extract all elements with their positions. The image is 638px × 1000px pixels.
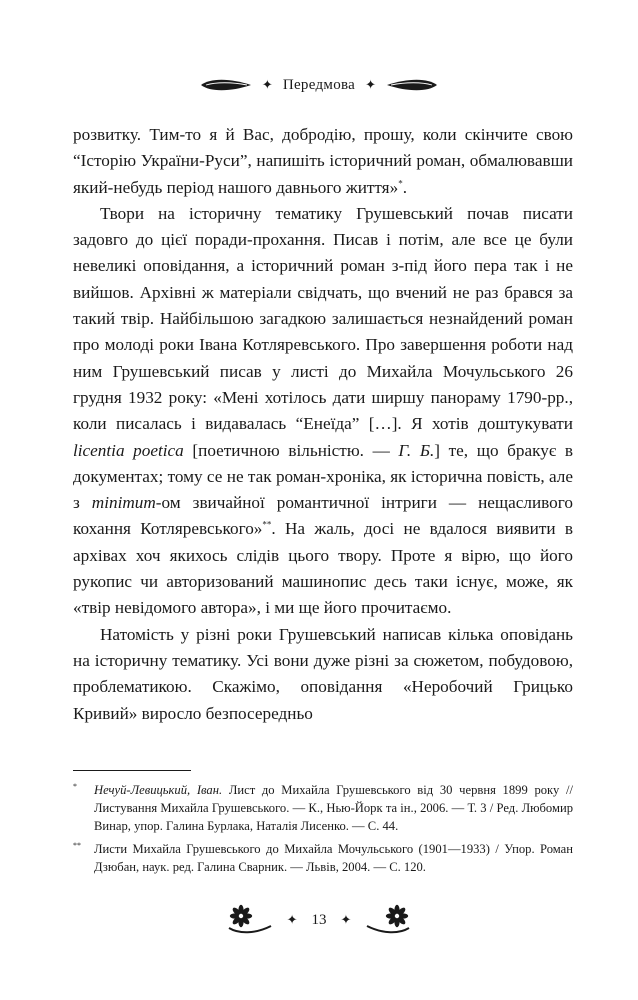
flourish-left-icon <box>200 77 252 93</box>
page-number: 13 <box>311 911 327 928</box>
footnote-mark: * <box>73 782 77 791</box>
running-header <box>0 70 638 100</box>
footnote-ref: * <box>398 177 403 188</box>
footnote-separator <box>73 770 191 771</box>
paragraph: розвитку. Тим-то я й Вас, добродію, прошу, коли скінчите свою “Історію України-Руси”, напишіть історичний роман, обмалювавши який-небудь період нашого давнього життя»*. <box>73 125 573 197</box>
paragraph: Натомість у різні роки Грушевський написав кілька оповідань на історичну тематику. Усі вони дуже різні за сюжетом, побудовою, проблематикою. Скажімо, оповідання «Неробочий Грицько Кривий» виросло безпосередньо <box>73 624 573 723</box>
footnote: ** Листи Михайла Грушевського до Михайла Мочульського (1901—1933) / Упор. Роман Дзюбан, наук. ред. Галина Сварник. — Львів, 2004. — С. 120. <box>73 840 573 876</box>
star-icon: ✦ <box>365 77 377 93</box>
running-title: Передмова <box>282 76 356 93</box>
footnote: * Нечуй-Левицький, Іван. Лист до Михайла Грушевського від 30 червня 1899 року // Листування Михайла Грушевського. — К., Нью-Йорк та ін., 2006. — Т. 3 / Ред. Любомир Винар, упор. Галина Бурлака, Наталія Лисенко. — С. 44. <box>73 781 573 836</box>
floral-ornament-right-icon <box>365 904 413 936</box>
flourish-right-icon <box>386 77 438 93</box>
star-icon: ✦ <box>286 912 298 928</box>
star-icon: ✦ <box>340 912 352 928</box>
star-icon: ✦ <box>261 77 273 93</box>
floral-ornament-left-icon <box>225 904 273 936</box>
footnotes <box>73 781 573 876</box>
footnote-ref: ** <box>262 519 272 530</box>
paragraph: Твори на історичну тематику Грушевський почав писати задовго до цієї поради-прохання. Писав і потім, але все це були невеликі оповідання, а історичний роман з-під його пера так і не вийшов. Архівні ж матеріали свідчать, що вчений не раз брався за такий твір. Найбільшою загадкою залишається незнайдений роман про молоді роки Івана Котляревського. Про завершення роботи над ним Грушевський писав у листі до Михайла Мочульського 26 грудня 1932 року: «Мені хотілось дати ширшу панораму 1790-рр., коли писалась і видавалась “Енеїда” […]. Я хотів доштукувати licentia poetica [поетичною вільністю. — Г. Б.] те, що бракує в документах; тому се не так роман-хроніка, як історична повість, але з minimum-ом звичайної романтичної інтриги — нещасливого кохання Котляревського»**. На жаль, досі не вдалося виявити в архівах хоч якихось слідів цього твору. Проте я вірю, що його рукопис чи авторизований машинопис десь таки існує, може, як «твір невідомого автора», і ми ще його прочитаємо. <box>73 203 573 618</box>
footnote-mark: ** <box>73 840 81 850</box>
page-footer <box>0 900 638 940</box>
main-text <box>73 122 573 727</box>
